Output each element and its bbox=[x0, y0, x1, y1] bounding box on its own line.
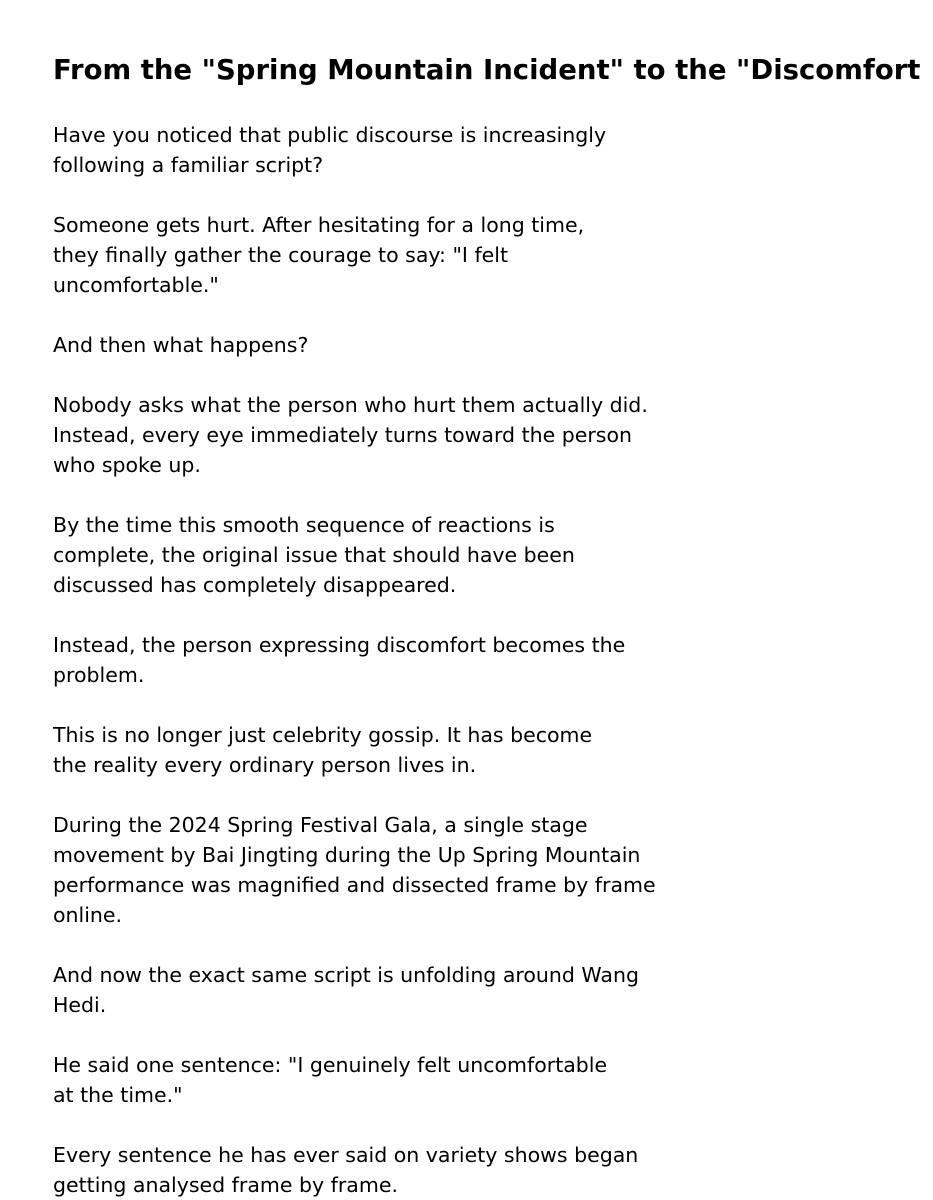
paragraph bbox=[53, 120, 713, 180]
text-line: And then what happens? bbox=[53, 333, 309, 357]
paragraph bbox=[53, 1140, 713, 1200]
text-line: who spoke up. bbox=[53, 453, 201, 477]
text-line: movement by Bai Jingting during the Up Spring Mountain bbox=[53, 843, 641, 867]
text-line: complete, the original issue that should have been bbox=[53, 543, 575, 567]
text-line: Someone gets hurt. After hesitating for a long time, bbox=[53, 213, 585, 237]
text-line: they finally gather the courage to say: "I felt bbox=[53, 243, 509, 267]
text-line: online. bbox=[53, 903, 123, 927]
paragraph bbox=[53, 390, 713, 480]
text-line: problem. bbox=[53, 663, 145, 687]
paragraph bbox=[53, 1050, 713, 1110]
text-line: During the 2024 Spring Festival Gala, a single stage bbox=[53, 813, 588, 837]
text-line: uncomfortable." bbox=[53, 273, 219, 297]
paragraph bbox=[53, 630, 713, 690]
paragraph bbox=[53, 510, 713, 600]
text-line: Instead, every eye immediately turns toward the person bbox=[53, 423, 633, 447]
text-line: following a familiar script? bbox=[53, 153, 324, 177]
text-line: This is no longer just celebrity gossip. It has become bbox=[53, 723, 593, 747]
text-line: Have you noticed that public discourse is increasingly bbox=[53, 123, 607, 147]
text-line: By the time this smooth sequence of reactions is bbox=[53, 513, 555, 537]
text-line: Nobody asks what the person who hurt them actually did. bbox=[53, 393, 648, 417]
text-line: discussed has completely disappeared. bbox=[53, 573, 457, 597]
text-line: at the time." bbox=[53, 1083, 183, 1107]
text-line: getting analysed frame by frame. bbox=[53, 1173, 398, 1197]
text-line: performance was magnified and dissected frame by frame bbox=[53, 873, 656, 897]
text-line: Hedi. bbox=[53, 993, 107, 1017]
paragraph bbox=[53, 330, 713, 360]
text-line: And now the exact same script is unfolding around Wang bbox=[53, 963, 639, 987]
paragraph bbox=[53, 720, 713, 780]
article-body bbox=[53, 120, 713, 1200]
text-line: the reality every ordinary person lives in. bbox=[53, 753, 477, 777]
article-title: From the "Spring Mountain Incident" to the "Discomfort bbox=[53, 54, 921, 86]
paragraph bbox=[53, 210, 713, 300]
text-line: He said one sentence: "I genuinely felt uncomfortable bbox=[53, 1053, 608, 1077]
paragraph bbox=[53, 810, 713, 930]
text-line: Every sentence he has ever said on variety shows began bbox=[53, 1143, 639, 1167]
paragraph bbox=[53, 960, 713, 1020]
text-line: Instead, the person expressing discomfort becomes the bbox=[53, 633, 626, 657]
